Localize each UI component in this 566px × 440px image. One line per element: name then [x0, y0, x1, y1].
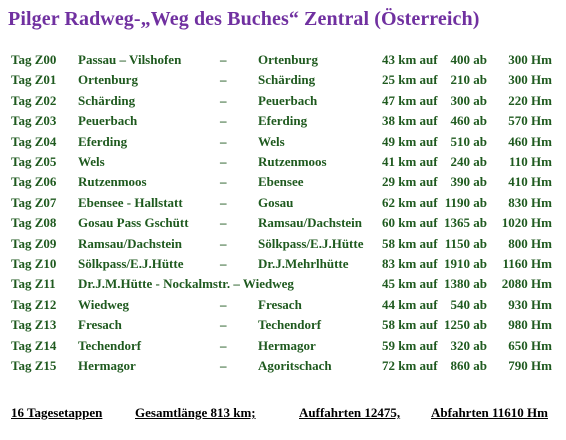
stage-distance: 45 km auf	[382, 276, 438, 292]
stage-distance: 72 km auf	[382, 358, 438, 373]
stage-descent: 830 Hm	[508, 194, 552, 210]
stage-ascent: 1250 ab	[444, 317, 487, 333]
stage-ascent: 510 ab	[450, 133, 487, 149]
stage-ascent: 1380 ab	[444, 276, 487, 292]
stage-day: Tag Z09	[11, 235, 57, 251]
stage-day: Tag Z05	[11, 154, 57, 169]
stage-day: Tag Z01	[11, 72, 57, 88]
stage-dash: –	[220, 317, 227, 333]
stage-day: Tag Z08	[11, 215, 57, 231]
stage-to: Hermagor	[258, 337, 316, 353]
stage-from: Hermagor	[78, 358, 136, 373]
stage-dash: –	[220, 256, 227, 271]
table-row	[0, 172, 566, 192]
stage-ascent: 390 ab	[450, 174, 487, 190]
stage-to: Fresach	[258, 296, 302, 312]
stage-descent: 1020 Hm	[501, 215, 552, 231]
table-row	[0, 70, 566, 90]
stage-day: Tag Z07	[11, 194, 57, 210]
stage-dash: –	[220, 52, 227, 67]
stage-ascent: 300 ab	[450, 92, 487, 108]
stage-descent: 570 Hm	[508, 113, 552, 129]
stage-descent: 790 Hm	[508, 358, 552, 373]
stage-from: Wels	[78, 154, 105, 169]
stage-descent: 650 Hm	[508, 337, 552, 353]
stage-descent: 980 Hm	[508, 317, 552, 333]
stage-distance: 60 km auf	[382, 215, 438, 231]
stage-distance: 58 km auf	[382, 317, 438, 333]
stage-day: Tag Z15	[11, 358, 57, 373]
stage-to: Gosau	[258, 194, 294, 210]
stage-from: Passau – Vilshofen	[78, 52, 182, 67]
stage-dash: –	[220, 296, 227, 312]
table-row	[0, 234, 566, 254]
summary-stage-count: 16 Tagesetappen	[11, 405, 103, 420]
summary-total-ascent: Auffahrten 12475,	[299, 405, 401, 420]
table-row	[0, 132, 566, 152]
stage-descent: 300 Hm	[508, 52, 552, 67]
stage-to: Rutzenmoos	[258, 154, 327, 169]
stage-dash: –	[220, 235, 227, 251]
stage-to: Schärding	[258, 72, 316, 88]
stage-distance: 38 km auf	[382, 113, 438, 129]
table-row	[0, 50, 566, 70]
stage-distance: 83 km auf	[382, 256, 438, 271]
stage-distance: 49 km auf	[382, 133, 438, 149]
stage-ascent: 240 ab	[450, 154, 487, 169]
stage-dash: –	[220, 194, 227, 210]
stage-descent: 460 Hm	[508, 133, 552, 149]
stage-from: Ortenburg	[78, 72, 138, 88]
stage-dash: –	[220, 113, 227, 129]
stage-distance: 25 km auf	[382, 72, 438, 88]
stage-to: Agoritschach	[258, 358, 332, 373]
stage-ascent: 860 ab	[450, 358, 487, 373]
stage-ascent: 1150 ab	[444, 235, 487, 251]
stage-ascent: 320 ab	[450, 337, 487, 353]
stage-day: Tag Z00	[11, 52, 57, 67]
stage-day: Tag Z03	[11, 113, 57, 129]
stage-day: Tag Z12	[11, 296, 57, 312]
stage-dash: –	[220, 215, 227, 231]
stage-day: Tag Z10	[11, 256, 57, 271]
stage-dash: –	[220, 154, 227, 169]
stage-from: Peuerbach	[78, 113, 138, 129]
stage-to: Wels	[258, 133, 285, 149]
stage-descent: 1160 Hm	[502, 256, 552, 271]
table-row	[0, 193, 566, 213]
table-row	[0, 111, 566, 131]
stage-day: Tag Z11	[11, 276, 56, 292]
stage-ascent: 1910 ab	[444, 256, 487, 271]
stage-to: Eferding	[258, 113, 308, 129]
stage-descent: 800 Hm	[508, 235, 552, 251]
stage-day: Tag Z04	[11, 133, 57, 149]
stage-day: Tag Z06	[11, 174, 57, 190]
stage-to: Ramsau/Dachstein	[258, 215, 363, 231]
table-row	[0, 356, 566, 376]
stage-descent: 2080 Hm	[501, 276, 552, 292]
summary-total-descent: Abfahrten 11610 Hm	[431, 405, 548, 420]
stage-ascent: 210 ab	[450, 72, 487, 88]
stage-distance: 43 km auf	[382, 52, 438, 67]
stage-dash: –	[220, 72, 227, 88]
summary-total-length: Gesamtlänge 813 km;	[135, 405, 256, 420]
table-row	[0, 315, 566, 335]
table-row	[0, 336, 566, 356]
stage-day: Tag Z13	[11, 317, 57, 333]
stage-distance: 59 km auf	[382, 337, 438, 353]
stage-dash: –	[220, 358, 227, 373]
stage-distance: 29 km auf	[382, 174, 438, 190]
stage-to: Ortenburg	[258, 52, 318, 67]
stage-ascent: 1365 ab	[444, 215, 487, 231]
stage-from: Gosau Pass Gschütt	[78, 215, 189, 231]
table-row	[0, 254, 566, 274]
stage-distance: 58 km auf	[382, 235, 438, 251]
summary-footer	[11, 404, 551, 422]
stage-to: Sölkpass/E.J.Hütte	[258, 235, 364, 251]
stage-ascent: 400 ab	[450, 52, 487, 67]
stage-to: Techendorf	[258, 317, 322, 333]
stage-from: Sölkpass/E.J.Hütte	[78, 256, 184, 271]
table-row	[0, 152, 566, 172]
stage-from: Fresach	[78, 317, 122, 333]
stage-from: Eferding	[78, 133, 128, 149]
stage-descent: 930 Hm	[508, 296, 552, 312]
stage-ascent: 540 ab	[450, 296, 487, 312]
stage-dash: –	[220, 92, 227, 108]
stage-dash: –	[220, 174, 227, 190]
table-row	[0, 274, 566, 294]
table-row	[0, 91, 566, 111]
stage-from: Ebensee - Hallstatt	[78, 194, 183, 210]
page-title: Pilger Radweg-„Weg des Buches“ Zentral (Österreich)	[8, 8, 480, 30]
stage-day: Tag Z14	[11, 337, 57, 353]
table-row	[0, 213, 566, 233]
stage-descent: 410 Hm	[508, 174, 552, 190]
stage-ascent: 1190 ab	[444, 194, 487, 210]
stage-to: Ebensee	[258, 174, 304, 190]
stage-ascent: 460 ab	[450, 113, 487, 129]
stage-distance: 44 km auf	[382, 296, 438, 312]
stage-descent: 300 Hm	[508, 72, 552, 88]
stage-distance: 62 km auf	[382, 194, 438, 210]
table-row	[0, 295, 566, 315]
stage-to: Peuerbach	[258, 92, 318, 108]
stage-distance: 47 km auf	[382, 92, 438, 108]
stage-distance: 41 km auf	[382, 154, 438, 169]
stage-from: Techendorf	[78, 337, 142, 353]
stage-to: Dr.J.Mehrlhütte	[258, 256, 349, 271]
stage-route: Dr.J.M.Hütte - Nockalmstr. – Wiedweg	[78, 276, 294, 292]
stage-day: Tag Z02	[11, 92, 57, 108]
stage-descent: 110 Hm	[509, 154, 552, 169]
stage-from: Wiedweg	[78, 296, 130, 312]
stage-from: Ramsau/Dachstein	[78, 235, 183, 251]
stage-dash: –	[220, 337, 227, 353]
stage-dash: –	[220, 133, 227, 149]
stage-descent: 220 Hm	[508, 92, 552, 108]
stage-from: Schärding	[78, 92, 136, 108]
stage-from: Rutzenmoos	[78, 174, 147, 190]
